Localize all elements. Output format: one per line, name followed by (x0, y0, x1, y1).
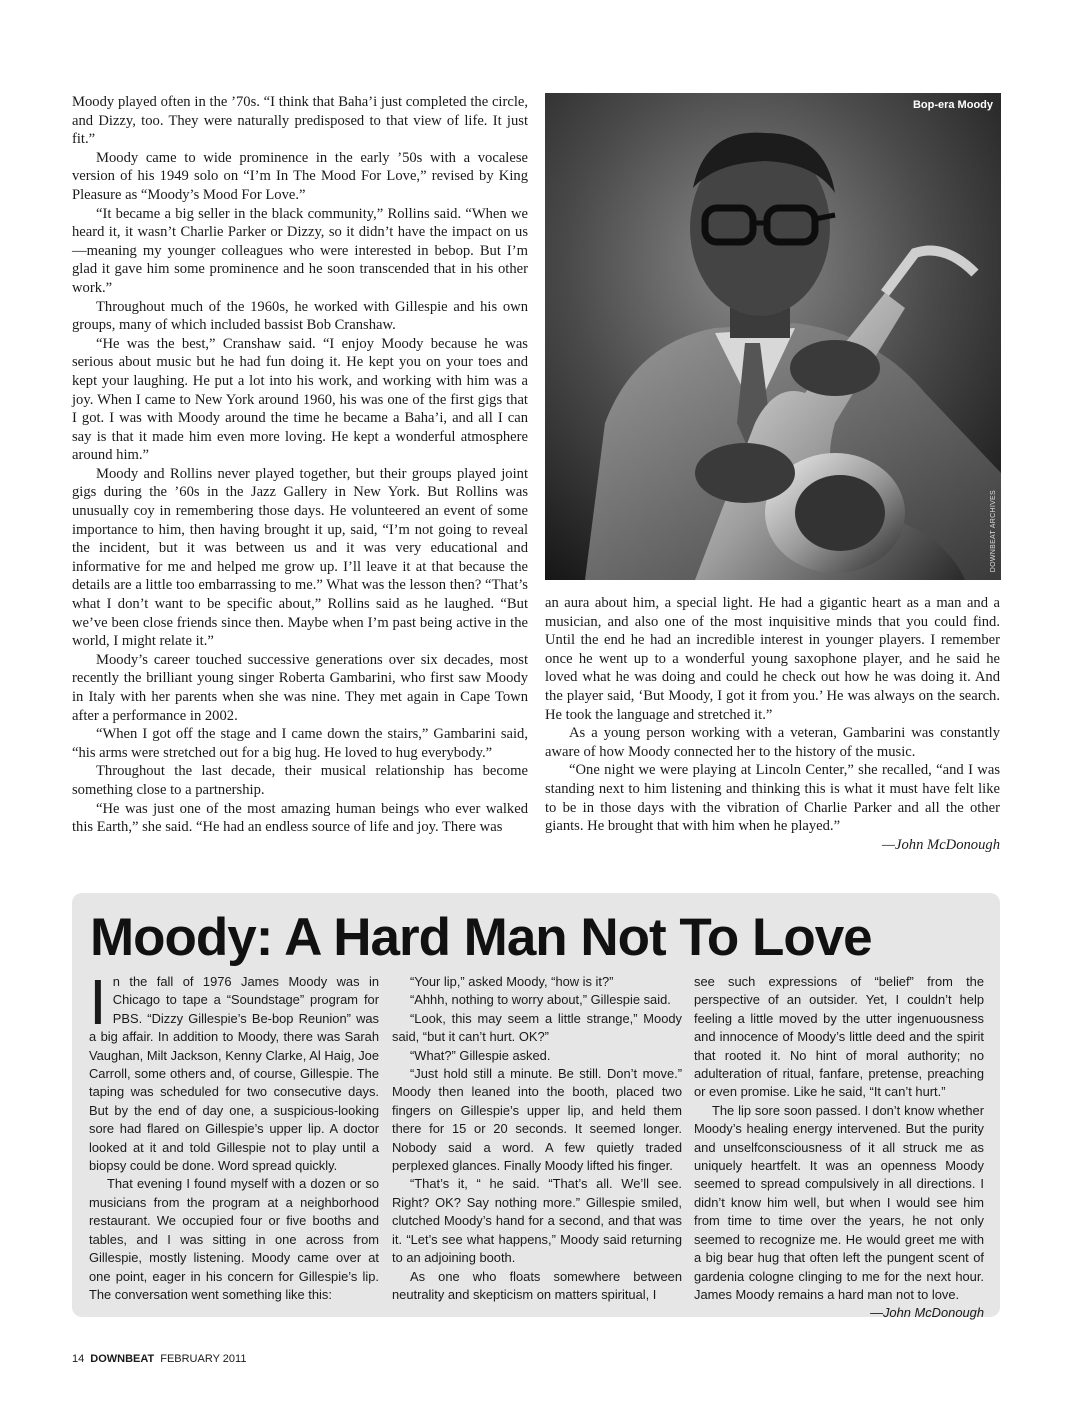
article-paragraph: “He was the best,” Cranshaw said. “I enjoy Moody because he was serious about music but he had fun doing it. He kept you on your toes and kept your laughing. He put a lot into his work, and working with him was a joy. When I came to New York around 1960, his was one of the first gigs that I got. I was with Moody around the time he became a Baha’i, and all I can say is that it made him even more loving. He kept a wonderful atmosphere around him.” (72, 335, 528, 464)
article-left-column (72, 93, 528, 837)
article-paragraph: Throughout the last decade, their musical relationship has become something close to a partnership. (72, 763, 528, 798)
article-paragraph: Moody’s career touched successive generations over six decades, most recently the brilliant young singer Roberta Gambarini, who first saw Moody in Italy with her parents when she was nine. They met again in Cape Town after a performance in 2002. (72, 651, 528, 724)
moody-photo (545, 93, 1001, 580)
article-paragraph: Moody came to wide prominence in the early ’50s with a vocalese version of his 1949 solo on “I’m In The Mood For Love,” revised by King Pleasure as “Moody’s Mood For Love.” (72, 149, 528, 203)
article-paragraph: “One night we were playing at Lincoln Center,” she recalled, “and I was standing next to him listening and thinking this is what it must have felt like to be in those days with the vibration of Charlie Parker and all the other giants. He brought that with him when he played.” (545, 762, 1000, 835)
photo-credit: DOWNBEAT ARCHIVES (990, 489, 997, 572)
article-paragraph: “When I got off the stage and I came down the stairs,” Gambarini said, “his arms were stretched out for a big hug. He loved to hug everybody.” (72, 726, 528, 761)
article-paragraph: Moody played often in the ’70s. “I think that Baha’i just completed the circle, and Dizzy, too. They were naturally predisposed to that view of life. It just fit.” (72, 94, 528, 148)
sidebar-paragraph: As one who floats somewhere between neutrality and skepticism on matters spiritual, I (392, 1268, 682, 1302)
sidebar-paragraph: “Look, this may seem a little strange,” Moody said, “but it can’t hurt. OK?” (392, 1010, 682, 1045)
article-paragraph: Throughout much of the 1960s, he worked with Gillespie and his own groups, many of which included bassist Bob Cranshaw. (72, 298, 528, 334)
sidebar-paragraph (694, 1102, 984, 1321)
sidebar-paragraph (89, 966, 379, 1175)
sidebar-paragraph: “That’s it, “ he said. “That’s all. We’ll see. Right? OK? Say nothing more.” Gillespie smiled, clutched Moody’s hand for a second, and that was it. “Let’s see what happens,” Moody said returning to an adjoining booth. (392, 1176, 682, 1266)
sidebar-paragraph-text: The lip sore soon passed. I don’t know whether Moody’s healing energy intervened. But the purity and unselfconsciousness of it all struck me as uniquely heartfelt. It was an openness Moody seemed to spread compulsively in all directions. I didn’t know him well, but when I would see him from time to time over the years, he not only seemed to recognize me. He would greet me with a big bear hug that often left the pungent scent of gardenia cologne clinging to me for the next hour. James Moody remains a hard man not to love. (694, 1102, 984, 1302)
sidebar-paragraph: see such expressions of “belief” from the perspective of an outsider. Yet, I couldn’t help feeling a little moved by the utter ingenuousness and innocence of Moody’s little deed and the spirit that rooted it. No hint of moral authority; no adulteration of ritual, fanfare, pretense, preaching or even promise. Like he said, “It can’t hurt.” (694, 974, 984, 1100)
sidebar-column-3 (694, 973, 984, 1323)
sidebar-paragraph: “Your lip,” asked Moody, “how is it?” (410, 974, 614, 989)
photo-caption: Bop-era Moody (912, 99, 993, 111)
sidebar-column-1 (89, 966, 379, 1304)
sidebar-paragraph: That evening I found myself with a dozen or so musicians from the program at a neighborhood restaurant. We occupied four or five booths and tables, and I was sitting in one across from Gillespie, mostly listening. Moody came over at one point, eager in his concern for Gillespie’s lip. The conversation went something like this: (89, 1176, 379, 1302)
sidebar-paragraph: “What?” Gillespie asked. (410, 1047, 551, 1063)
sidebar-column-2 (392, 973, 682, 1304)
sidebar-paragraph-text: n the fall of 1976 James Moody was in Chicago to tape a “Soundstage” program for PBS. “Dizzy Gillespie’s Be-bop Reunion” was a big affair. In addition to Moody, there was Sarah Vaughan, Milt Jackson, Kenny Clarke, Al Haig, Joe Carroll, some others and, of course, Gillespie. The taping was scheduled for two consecutive days. But by the end of day one, a suspicious-looking sore had flared on Gillespie’s upper lip. A doctor looked at it and told Gillespie not to play until a biopsy could be done. Word spread quickly. (89, 974, 379, 1174)
article-paragraph: As a young person working with a veteran, Gambarini was constantly aware of how Moody connected her to the history of the music. (545, 725, 1000, 760)
drop-cap: I (89, 966, 107, 1038)
article-right-column (545, 594, 1000, 854)
saxophone-player-illustration (545, 93, 1001, 580)
sidebar-paragraph: “Just hold still a minute. Be still. Don’t move.” Moody then leaned into the booth, placed two fingers on Gillespie’s upper lip, and held them there for 15 or 20 seconds. It seemed longer. Nobody said a word. A few quietly traded perplexed glances. Finally Moody lifted his finger. (392, 1066, 682, 1174)
article-paragraph: an aura about him, a special light. He had a gigantic heart as a man and a musician, and also one of the most inquisitive minds that you could find. Until the end he had an incredible interest in younger players. I remember once he went up to a wonderful young saxophone player, and he said he loved what he was doing and could he check out how he was doing it. And the player said, ‘But Moody, I got it from you.’ He was always on the search. He took the language and stretched it.” (545, 595, 1000, 723)
publication-name: DOWNBEAT (90, 1353, 155, 1365)
page-number: 14 (72, 1353, 85, 1365)
article-paragraph: “He was just one of the most amazing human beings who ever walked this Earth,” she said. “He had an endless source of life and joy. There was (72, 800, 528, 836)
sidebar-byline: —John McDonough (870, 1305, 984, 1321)
issue-date: FEBRUARY 2011 (160, 1353, 247, 1365)
article-paragraph: Moody and Rollins never played together, but their groups played joint gigs during the ’60s in the Jazz Gallery in New York. But Rollins was unusually coy in remembering those days. He volunteered an event of some importance to him, then having brought it up, said, “I’m not going to reveal the incident, but it was between us and it was very educational and informative for me and helped me grow up. I’ll leave it at that because the details are a little too embarrassing to me.” What was the lesson then? “That’s what I don’t want to be specific about,” Rollins said as he laughed. “But we’ve been close friends since then. Maybe when I’m past being active in the world, I might relate it.” (72, 465, 528, 650)
sidebar-paragraph: “Ahhh, nothing to worry about,” Gillespie said. (410, 992, 671, 1008)
article-byline: —John McDonough (882, 836, 1000, 853)
page-footer (72, 1353, 246, 1365)
sidebar-title: Moody: A Hard Man Not To Love (90, 908, 872, 967)
article-paragraph: “It became a big seller in the black community,” Rollins said. “When we heard it, it wasn’t Charlie Parker or Dizzy, so it didn’t have the impact on us—meaning my younger colleagues who were interested in bebop. But I’m glad it gave him some prominence and he soon transcended that in his other work.” (72, 205, 528, 296)
sidebar-box (72, 893, 1000, 1321)
